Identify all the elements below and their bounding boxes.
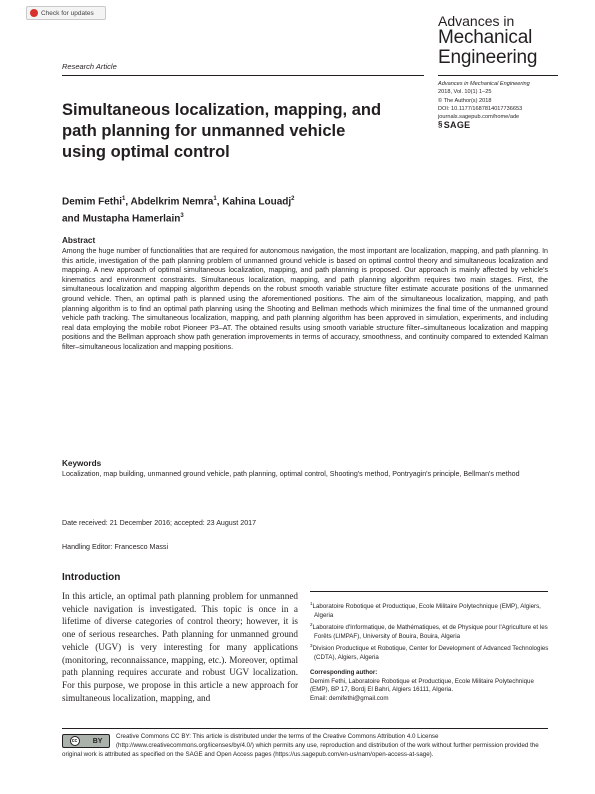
abstract-section — [62, 236, 548, 353]
corresponding-author-email[interactable]: Email: demifethi@gmail.com — [310, 694, 389, 702]
introduction-heading: Introduction — [62, 572, 121, 583]
affiliation-text: Laboratoire d'Informatique, de Mathématiques, et de Physique pour l'Agriculture et les Forêts (LIMPAF), University of Bouira, Bouira, Algeria — [312, 624, 548, 640]
meta-copyright: © The Author(s) 2018 — [438, 97, 492, 104]
meta-journal: Advances in Mechanical Engineering — [438, 81, 530, 87]
license-text: Creative Commons CC BY: This article is distributed under the terms of the Creative Commons Attribution 4.0 License (http://www.creativecommons.org/licenses/by/4.0/) which permits any use, reproduction and distribution of the work without further permission provided the original work is attributed as specified on the SAGE and Open Access pages (https://us.sagepub.com/en-us/nam/open-access-at-sage). — [62, 733, 539, 758]
meta-volume: 2018, Vol. 10(1) 1–25 — [438, 89, 492, 96]
affiliation-item — [310, 600, 550, 620]
affiliation-marker: 2 — [310, 622, 313, 628]
abstract-heading: Abstract — [62, 236, 96, 245]
author-affiliation-marker: 1 — [213, 196, 217, 202]
meta-url[interactable]: journals.sagepub.com/home/ade — [438, 114, 520, 121]
author-affiliation-marker: 1 — [122, 196, 126, 202]
affiliation-item — [310, 621, 550, 641]
affiliation-marker: 3 — [310, 643, 313, 649]
license-notice — [62, 728, 548, 759]
sage-wordmark: SAGE — [443, 120, 471, 131]
author-name: Mustapha Hamerlain — [82, 213, 181, 225]
author-conjunction: and — [62, 213, 83, 225]
author-affiliation-marker: 2 — [291, 196, 295, 202]
journal-name-line1: Advances in — [438, 13, 515, 29]
article-title: Simultaneous localization, mapping, and path planning for unmanned vehicle using optimal control — [62, 101, 382, 161]
affiliation-item — [310, 642, 550, 662]
meta-doi[interactable]: DOI: 10.1177/1687814017736653 — [438, 105, 523, 112]
affiliation-marker: 1 — [310, 601, 313, 606]
sage-mark-icon: § — [438, 120, 443, 130]
header-rule-right — [438, 75, 558, 76]
article-meta — [438, 80, 578, 130]
affiliation-text: Laboratoire Robotique et Productique, Ecole Militaire Polytechnique (EMP), Algiers, Algeria — [312, 603, 541, 619]
keywords-text: Localization, map building, unmanned ground vehicle, path planning, optimal control, Shooting's method, Pontryagin's principle, Bellman's method — [62, 470, 520, 478]
author-affiliation-marker: 3 — [180, 213, 184, 220]
received-dates: Date received: 21 December 2016; accepted: 23 August 2017 — [62, 519, 257, 527]
handling-editor: Handling Editor: Francesco Massi — [62, 543, 169, 551]
header-rule-left — [62, 75, 424, 76]
corresponding-author-heading: Corresponding author: — [310, 669, 378, 677]
corresponding-author-address: Demim Fethi, Laboratoire Robotique et Productique, Ecole Militaire Polytechnique (EMP), BP 17, Bordj El Bahri, Algiers 16111, Algeria. — [310, 677, 534, 694]
keywords-section — [62, 459, 548, 480]
journal-name-line2: Mechanical — [438, 27, 533, 49]
cc-icon: cc — [70, 736, 80, 746]
author-name: Demim Fethi — [62, 196, 123, 208]
author-list: Demim Fethi$^1$, Abdelkrim Nemra$^1$, Kahina Louadj$^2$ and Mustapha Hamerlain$^3$ — [62, 196, 295, 225]
author-name: Kahina Louadj — [222, 196, 292, 208]
author-name: Abdelkrim Nemra — [130, 196, 214, 208]
journal-name-line3: Engineering — [438, 46, 538, 68]
check-for-updates-label: Check for updates — [41, 9, 94, 17]
sage-logo — [438, 121, 578, 129]
affiliation-text: Division Productique et Robotique, Center for Development of Advanced Technologies (CDTA), Algiers, Algeria — [312, 645, 549, 661]
cc-badge-label: BY — [92, 737, 103, 745]
cc-by-badge — [62, 734, 110, 748]
abstract-text: Among the huge number of functionalities that are required for autonomous navigation, the most important are localization, mapping, and path planning. In this article, investigation of the path planning problem of unmanned ground vehicle is based on optimal control theory and simultaneous localization and mapping. A new approach of optimal simultaneous localization, mapping, and path planning is proposed. Our approach is mainly affected by vehicle's kinematics and environment constraints. Simultaneous localization, mapping, and path planning algorithm requires two main stages. First, the simultaneous localization and mapping algorithm depends on the robust smooth variable structure filter estimate accurate positions of the unmanned ground vehicle. Then, an optimal path is planned using the aforementioned positions. The aim of the simultaneous localization, mapping, and path planning algorithm is to find an optimal path planning using the Shooting and Bellman methods which minimizes the final time of the unmanned ground vehicle path tracking. The simultaneous localization, mapping, and path planning algorithm has been approved in simulation, experiments, and including real data employing the mobile robot Pioneer P3–AT. The obtained results using smooth variable structure filter–simultaneous localization and mapping positions and the Bellman approach show path generation improvements in terms of accuracy, smoothness, and continuity compared to extended Kalman filter–simultaneous localization and mapping positions. — [62, 247, 548, 351]
article-type: Research Article — [62, 62, 117, 71]
affiliations-block — [310, 600, 550, 703]
crossmark-icon — [30, 9, 38, 17]
introduction-text: In this article, an optimal path planning problem for unmanned vehicle navigation is investigated. This topic is once in a lifetime of diverse categories of control theory; however, it is one of serious researches. Path planning for unmanned ground vehicle (UGV) is very interesting for many applications (monitoring, reconnaissance, mapping, etc.). Moreover, optimal path planning requires accurate and robust UGV localization. For this purpose, we propose in this article a new approach for simultaneous localization, mapping, and — [62, 591, 298, 703]
affiliation-rule — [310, 591, 548, 592]
check-for-updates-button[interactable] — [26, 6, 106, 20]
keywords-heading: Keywords — [62, 459, 102, 468]
journal-logo — [438, 14, 588, 67]
